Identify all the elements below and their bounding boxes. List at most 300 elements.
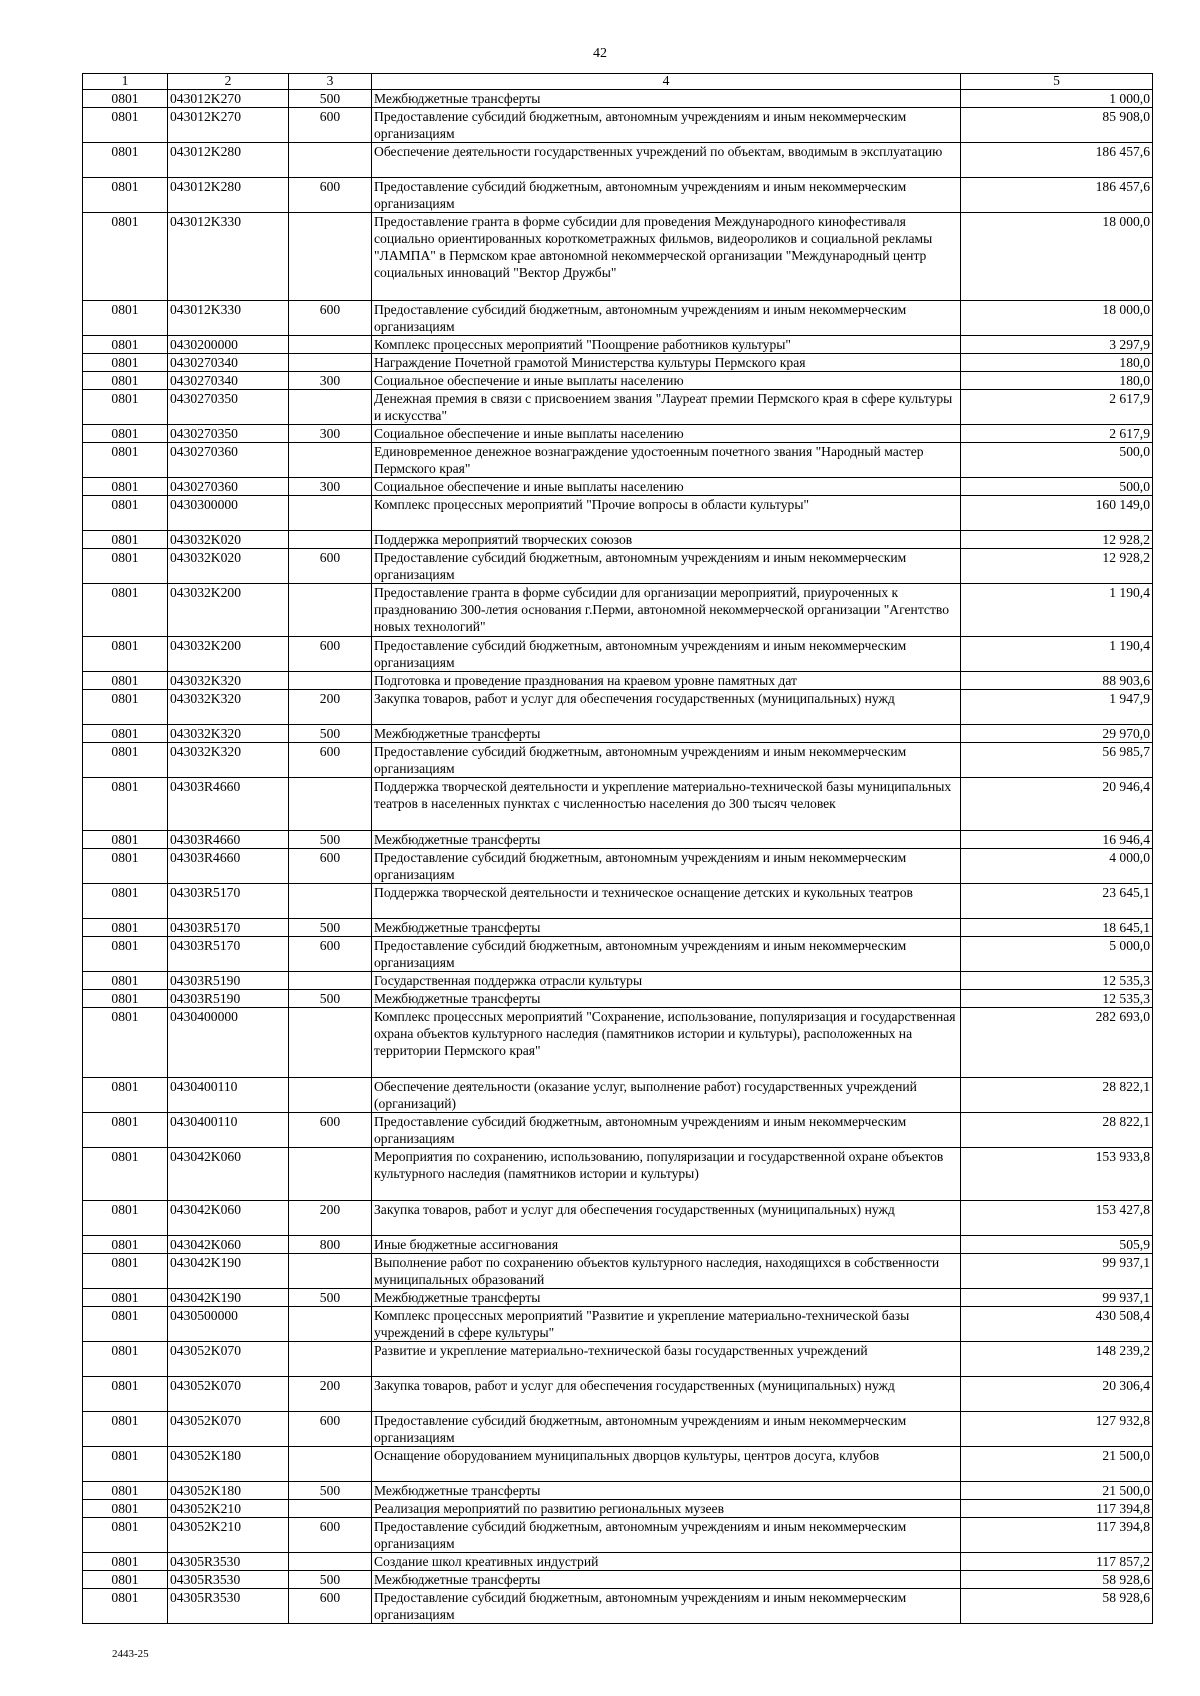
table-row	[83, 354, 1153, 372]
cell-target-code: 04303R5170	[168, 919, 289, 937]
cell-amount: 85 908,0	[961, 108, 1153, 143]
cell-name: Создание школ креативных индустрий	[372, 1553, 961, 1571]
cell-section: 0801	[83, 549, 168, 584]
cell-amount: 500,0	[961, 478, 1153, 496]
cell-expense-type: 500	[289, 1571, 372, 1589]
column-header-name: 4	[372, 74, 961, 90]
cell-name: Предоставление субсидий бюджетным, автономным учреждениям и иным некоммерческим организациям	[372, 1589, 961, 1624]
cell-target-code: 04303R5170	[168, 884, 289, 919]
table-body	[83, 90, 1153, 1624]
cell-name: Межбюджетные трансферты	[372, 725, 961, 743]
cell-expense-type	[289, 884, 372, 919]
cell-expense-type	[289, 1078, 372, 1113]
cell-section: 0801	[83, 725, 168, 743]
cell-expense-type: 500	[289, 1482, 372, 1500]
cell-expense-type: 600	[289, 1518, 372, 1553]
cell-section: 0801	[83, 1412, 168, 1447]
budget-table	[82, 73, 1153, 1624]
cell-target-code: 043052K210	[168, 1518, 289, 1553]
cell-name: Предоставление субсидий бюджетным, автономным учреждениям и иным некоммерческим организациям	[372, 1518, 961, 1553]
cell-expense-type	[289, 972, 372, 990]
cell-section: 0801	[83, 478, 168, 496]
cell-target-code: 04303R5190	[168, 972, 289, 990]
cell-amount: 28 822,1	[961, 1113, 1153, 1148]
cell-expense-type	[289, 354, 372, 372]
table-row	[83, 849, 1153, 884]
cell-amount: 117 394,8	[961, 1518, 1153, 1553]
cell-amount: 20 306,4	[961, 1377, 1153, 1412]
table-row	[83, 1571, 1153, 1589]
cell-target-code: 0430270350	[168, 425, 289, 443]
cell-section: 0801	[83, 1377, 168, 1412]
table-row	[83, 1078, 1153, 1113]
cell-target-code: 043012K270	[168, 108, 289, 143]
cell-name: Подготовка и проведение празднования на краевом уровне памятных дат	[372, 672, 961, 690]
cell-target-code: 043012K280	[168, 143, 289, 178]
table-row	[83, 301, 1153, 336]
cell-amount: 29 970,0	[961, 725, 1153, 743]
table-row	[83, 1500, 1153, 1518]
cell-amount: 148 239,2	[961, 1342, 1153, 1377]
table-row	[83, 1377, 1153, 1412]
cell-name: Предоставление субсидий бюджетным, автономным учреждениям и иным некоммерческим организациям	[372, 937, 961, 972]
cell-amount: 2 617,9	[961, 425, 1153, 443]
cell-name: Межбюджетные трансферты	[372, 990, 961, 1008]
cell-expense-type	[289, 143, 372, 178]
cell-name: Комплекс процессных мероприятий "Сохранение, использование, популяризация и государственная охрана объектов культурного наследия (памятников истории и культуры), расположенных на территории Пермского края"	[372, 1008, 961, 1078]
cell-amount: 3 297,9	[961, 336, 1153, 354]
cell-target-code: 0430500000	[168, 1307, 289, 1342]
cell-target-code: 0430300000	[168, 496, 289, 531]
cell-amount: 21 500,0	[961, 1447, 1153, 1482]
cell-name: Межбюджетные трансферты	[372, 1571, 961, 1589]
cell-name: Межбюджетные трансферты	[372, 1289, 961, 1307]
cell-amount: 1 947,9	[961, 690, 1153, 725]
cell-target-code: 043042K060	[168, 1201, 289, 1236]
cell-target-code: 043052K210	[168, 1500, 289, 1518]
cell-expense-type	[289, 443, 372, 478]
cell-target-code: 043032K200	[168, 584, 289, 637]
column-header-amount: 5	[961, 74, 1153, 90]
cell-target-code: 043032K200	[168, 637, 289, 672]
column-header-expense-type: 3	[289, 74, 372, 90]
cell-name: Социальное обеспечение и иные выплаты населению	[372, 478, 961, 496]
cell-amount: 58 928,6	[961, 1571, 1153, 1589]
cell-amount: 21 500,0	[961, 1482, 1153, 1500]
cell-expense-type	[289, 531, 372, 549]
cell-section: 0801	[83, 108, 168, 143]
cell-name: Комплекс процессных мероприятий "Поощрение работников культуры"	[372, 336, 961, 354]
cell-target-code: 0430270360	[168, 443, 289, 478]
table-row	[83, 1236, 1153, 1254]
table-row	[83, 1553, 1153, 1571]
cell-expense-type: 600	[289, 1412, 372, 1447]
cell-amount: 12 535,3	[961, 990, 1153, 1008]
cell-expense-type: 600	[289, 743, 372, 778]
cell-expense-type	[289, 778, 372, 831]
table-row	[83, 1447, 1153, 1482]
cell-section: 0801	[83, 884, 168, 919]
cell-expense-type: 500	[289, 1289, 372, 1307]
cell-target-code: 0430200000	[168, 336, 289, 354]
cell-amount: 99 937,1	[961, 1254, 1153, 1289]
table-row	[83, 90, 1153, 108]
table-row	[83, 443, 1153, 478]
cell-expense-type: 600	[289, 1113, 372, 1148]
cell-expense-type: 600	[289, 637, 372, 672]
cell-target-code: 043052K180	[168, 1482, 289, 1500]
cell-name: Предоставление субсидий бюджетным, автономным учреждениям и иным некоммерческим организациям	[372, 301, 961, 336]
cell-amount: 1 190,4	[961, 637, 1153, 672]
cell-expense-type: 500	[289, 90, 372, 108]
cell-expense-type: 600	[289, 301, 372, 336]
table-row	[83, 425, 1153, 443]
cell-expense-type: 600	[289, 108, 372, 143]
table-row	[83, 496, 1153, 531]
cell-expense-type: 600	[289, 549, 372, 584]
cell-target-code: 0430400110	[168, 1113, 289, 1148]
table-row	[83, 1482, 1153, 1500]
cell-section: 0801	[83, 1289, 168, 1307]
cell-target-code: 043042K060	[168, 1236, 289, 1254]
table-row	[83, 336, 1153, 354]
cell-name: Предоставление субсидий бюджетным, автономным учреждениям и иным некоммерческим организациям	[372, 1412, 961, 1447]
cell-name: Награждение Почетной грамотой Министерства культуры Пермского края	[372, 354, 961, 372]
cell-expense-type: 300	[289, 372, 372, 390]
cell-section: 0801	[83, 919, 168, 937]
cell-name: Предоставление субсидий бюджетным, автономным учреждениям и иным некоммерческим организациям	[372, 1113, 961, 1148]
cell-name: Закупка товаров, работ и услуг для обеспечения государственных (муниципальных) нужд	[372, 690, 961, 725]
cell-expense-type	[289, 496, 372, 531]
cell-target-code: 043052K070	[168, 1342, 289, 1377]
cell-amount: 160 149,0	[961, 496, 1153, 531]
cell-expense-type: 300	[289, 425, 372, 443]
table-row	[83, 1254, 1153, 1289]
cell-target-code: 04303R5170	[168, 937, 289, 972]
cell-expense-type	[289, 213, 372, 301]
table-row	[83, 690, 1153, 725]
cell-name: Межбюджетные трансферты	[372, 831, 961, 849]
cell-name: Предоставление субсидий бюджетным, автономным учреждениям и иным некоммерческим организациям	[372, 549, 961, 584]
cell-target-code: 0430270360	[168, 478, 289, 496]
cell-expense-type: 200	[289, 1377, 372, 1412]
cell-expense-type: 800	[289, 1236, 372, 1254]
table-row	[83, 390, 1153, 425]
cell-section: 0801	[83, 1571, 168, 1589]
cell-section: 0801	[83, 336, 168, 354]
cell-section: 0801	[83, 743, 168, 778]
cell-name: Межбюджетные трансферты	[372, 919, 961, 937]
cell-name: Развитие и укрепление материально-технической базы государственных учреждений	[372, 1342, 961, 1377]
cell-section: 0801	[83, 1078, 168, 1113]
cell-expense-type: 500	[289, 990, 372, 1008]
cell-section: 0801	[83, 496, 168, 531]
cell-target-code: 043042K060	[168, 1148, 289, 1201]
cell-section: 0801	[83, 354, 168, 372]
cell-amount: 117 857,2	[961, 1553, 1153, 1571]
cell-expense-type	[289, 336, 372, 354]
cell-target-code: 04303R4660	[168, 849, 289, 884]
cell-amount: 28 822,1	[961, 1078, 1153, 1113]
table-row	[83, 108, 1153, 143]
cell-section: 0801	[83, 637, 168, 672]
cell-section: 0801	[83, 1500, 168, 1518]
table-row	[83, 372, 1153, 390]
cell-name: Поддержка творческой деятельности и укрепление материально-технической базы муниципальных театров в населенных пунктах с численностью населения до 300 тысяч человек	[372, 778, 961, 831]
table-row	[83, 637, 1153, 672]
cell-section: 0801	[83, 1518, 168, 1553]
cell-section: 0801	[83, 531, 168, 549]
cell-amount: 186 457,6	[961, 178, 1153, 213]
cell-expense-type: 600	[289, 1589, 372, 1624]
cell-name: Предоставление субсидий бюджетным, автономным учреждениям и иным некоммерческим организациям	[372, 178, 961, 213]
table-row	[83, 478, 1153, 496]
cell-name: Предоставление субсидий бюджетным, автономным учреждениям и иным некоммерческим организациям	[372, 743, 961, 778]
cell-name: Комплекс процессных мероприятий "Развитие и укрепление материально-технической базы учреждений в сфере культуры"	[372, 1307, 961, 1342]
cell-name: Реализация мероприятий по развитию региональных музеев	[372, 1500, 961, 1518]
cell-amount: 127 932,8	[961, 1412, 1153, 1447]
table-row	[83, 919, 1153, 937]
cell-target-code: 0430400110	[168, 1078, 289, 1113]
cell-amount: 16 946,4	[961, 831, 1153, 849]
cell-section: 0801	[83, 584, 168, 637]
cell-name: Обеспечение деятельности (оказание услуг, выполнение работ) государственных учреждений (организаций)	[372, 1078, 961, 1113]
cell-target-code: 043032K020	[168, 549, 289, 584]
table-row	[83, 1589, 1153, 1624]
cell-section: 0801	[83, 390, 168, 425]
cell-amount: 282 693,0	[961, 1008, 1153, 1078]
cell-name: Межбюджетные трансферты	[372, 90, 961, 108]
table-row	[83, 143, 1153, 178]
cell-amount: 12 928,2	[961, 549, 1153, 584]
cell-amount: 1 190,4	[961, 584, 1153, 637]
cell-target-code: 04303R4660	[168, 778, 289, 831]
table-row	[83, 549, 1153, 584]
cell-name: Социальное обеспечение и иные выплаты населению	[372, 425, 961, 443]
cell-section: 0801	[83, 1447, 168, 1482]
cell-expense-type: 500	[289, 725, 372, 743]
cell-name: Предоставление субсидий бюджетным, автономным учреждениям и иным некоммерческим организациям	[372, 108, 961, 143]
table-row	[83, 937, 1153, 972]
cell-section: 0801	[83, 143, 168, 178]
table-row	[83, 990, 1153, 1008]
cell-amount: 505,9	[961, 1236, 1153, 1254]
cell-section: 0801	[83, 372, 168, 390]
cell-section: 0801	[83, 213, 168, 301]
cell-section: 0801	[83, 1589, 168, 1624]
cell-target-code: 0430270350	[168, 390, 289, 425]
cell-target-code: 04303R4660	[168, 831, 289, 849]
table-row	[83, 1342, 1153, 1377]
cell-target-code: 04303R5190	[168, 990, 289, 1008]
table-row	[83, 1518, 1153, 1553]
footer-document-code: 2443-25	[112, 1648, 149, 1660]
cell-target-code: 0430270340	[168, 354, 289, 372]
cell-section: 0801	[83, 690, 168, 725]
cell-target-code: 043012K280	[168, 178, 289, 213]
cell-amount: 186 457,6	[961, 143, 1153, 178]
cell-name: Предоставление субсидий бюджетным, автономным учреждениям и иным некоммерческим организациям	[372, 849, 961, 884]
cell-section: 0801	[83, 990, 168, 1008]
table-row	[83, 1148, 1153, 1201]
cell-target-code: 043032K320	[168, 725, 289, 743]
cell-amount: 99 937,1	[961, 1289, 1153, 1307]
cell-expense-type	[289, 1342, 372, 1377]
table-row	[83, 178, 1153, 213]
cell-name: Закупка товаров, работ и услуг для обеспечения государственных (муниципальных) нужд	[372, 1201, 961, 1236]
cell-expense-type	[289, 1500, 372, 1518]
cell-name: Предоставление гранта в форме субсидии для организации мероприятий, приуроченных к празднованию 300-летия основания г.Перми, автономной некоммерческой организации "Агентство новых технологий"	[372, 584, 961, 637]
cell-section: 0801	[83, 443, 168, 478]
table-row	[83, 1307, 1153, 1342]
cell-expense-type	[289, 1447, 372, 1482]
cell-target-code: 043012K330	[168, 301, 289, 336]
cell-target-code: 043012K330	[168, 213, 289, 301]
cell-amount: 117 394,8	[961, 1500, 1153, 1518]
cell-section: 0801	[83, 1148, 168, 1201]
cell-amount: 2 617,9	[961, 390, 1153, 425]
header-row	[83, 74, 1153, 90]
column-header-section: 1	[83, 74, 168, 90]
cell-expense-type	[289, 584, 372, 637]
cell-target-code: 0430270340	[168, 372, 289, 390]
cell-amount: 18 000,0	[961, 213, 1153, 301]
cell-expense-type: 600	[289, 937, 372, 972]
cell-expense-type	[289, 390, 372, 425]
cell-target-code: 04305R3530	[168, 1589, 289, 1624]
cell-name: Денежная премия в связи с присвоением звания "Лауреат премии Пермского края в сфере культуры и искусства"	[372, 390, 961, 425]
cell-expense-type: 500	[289, 919, 372, 937]
cell-amount: 12 928,2	[961, 531, 1153, 549]
cell-section: 0801	[83, 972, 168, 990]
cell-name: Предоставление гранта в форме субсидии для проведения Международного кинофестиваля социально ориентированных короткометражных фильмов, видеороликов и социальной рекламы "ЛАМПА" в Пермском крае автономной некоммерческой организации "Международный центр социальных инноваций "Вектор Дружбы"	[372, 213, 961, 301]
cell-target-code: 043052K070	[168, 1377, 289, 1412]
table-row	[83, 1289, 1153, 1307]
cell-section: 0801	[83, 1342, 168, 1377]
cell-section: 0801	[83, 937, 168, 972]
cell-amount: 56 985,7	[961, 743, 1153, 778]
cell-section: 0801	[83, 672, 168, 690]
cell-name: Мероприятия по сохранению, использованию, популяризации и государственной охране объектов культурного наследия (памятников истории и культуры)	[372, 1148, 961, 1201]
cell-name: Комплекс процессных мероприятий "Прочие вопросы в области культуры"	[372, 496, 961, 531]
table-row	[83, 672, 1153, 690]
cell-section: 0801	[83, 831, 168, 849]
cell-amount: 500,0	[961, 443, 1153, 478]
cell-target-code: 043052K180	[168, 1447, 289, 1482]
table-row	[83, 884, 1153, 919]
cell-name: Оснащение оборудованием муниципальных дворцов культуры, центров досуга, клубов	[372, 1447, 961, 1482]
cell-expense-type: 600	[289, 849, 372, 884]
cell-section: 0801	[83, 1254, 168, 1289]
table-row	[83, 743, 1153, 778]
cell-expense-type: 200	[289, 1201, 372, 1236]
cell-section: 0801	[83, 1307, 168, 1342]
cell-amount: 20 946,4	[961, 778, 1153, 831]
column-header-target-code: 2	[168, 74, 289, 90]
cell-target-code: 043042K190	[168, 1254, 289, 1289]
cell-amount: 180,0	[961, 354, 1153, 372]
cell-section: 0801	[83, 1113, 168, 1148]
cell-section: 0801	[83, 1201, 168, 1236]
cell-amount: 58 928,6	[961, 1589, 1153, 1624]
cell-section: 0801	[83, 178, 168, 213]
cell-expense-type: 200	[289, 690, 372, 725]
cell-name: Предоставление субсидий бюджетным, автономным учреждениям и иным некоммерческим организациям	[372, 637, 961, 672]
cell-name: Единовременное денежное вознаграждение удостоенным почетного звания "Народный мастер Пермского края"	[372, 443, 961, 478]
cell-target-code: 04305R3530	[168, 1553, 289, 1571]
cell-name: Выполнение работ по сохранению объектов культурного наследия, находящихся в собственности муниципальных образований	[372, 1254, 961, 1289]
cell-amount: 18 645,1	[961, 919, 1153, 937]
cell-amount: 18 000,0	[961, 301, 1153, 336]
cell-target-code: 043052K070	[168, 1412, 289, 1447]
cell-section: 0801	[83, 1482, 168, 1500]
cell-target-code: 043042K190	[168, 1289, 289, 1307]
cell-expense-type: 300	[289, 478, 372, 496]
cell-expense-type	[289, 1148, 372, 1201]
table-row	[83, 1201, 1153, 1236]
cell-amount: 180,0	[961, 372, 1153, 390]
cell-amount: 153 933,8	[961, 1148, 1153, 1201]
cell-name: Закупка товаров, работ и услуг для обеспечения государственных (муниципальных) нужд	[372, 1377, 961, 1412]
cell-expense-type	[289, 1307, 372, 1342]
cell-expense-type	[289, 1008, 372, 1078]
cell-name: Иные бюджетные ассигнования	[372, 1236, 961, 1254]
cell-name: Государственная поддержка отрасли культуры	[372, 972, 961, 990]
cell-section: 0801	[83, 1553, 168, 1571]
cell-name: Социальное обеспечение и иные выплаты населению	[372, 372, 961, 390]
cell-name: Обеспечение деятельности государственных учреждений по объектам, вводимым в эксплуатацию	[372, 143, 961, 178]
cell-section: 0801	[83, 301, 168, 336]
table-row	[83, 1113, 1153, 1148]
cell-amount: 23 645,1	[961, 884, 1153, 919]
cell-target-code: 043032K320	[168, 743, 289, 778]
table-row	[83, 531, 1153, 549]
page-number: 42	[593, 46, 607, 61]
cell-amount: 1 000,0	[961, 90, 1153, 108]
cell-amount: 88 903,6	[961, 672, 1153, 690]
cell-section: 0801	[83, 425, 168, 443]
table-row	[83, 1008, 1153, 1078]
cell-expense-type: 500	[289, 831, 372, 849]
table-row	[83, 584, 1153, 637]
cell-target-code: 043032K320	[168, 690, 289, 725]
cell-section: 0801	[83, 1008, 168, 1078]
cell-expense-type: 600	[289, 178, 372, 213]
cell-expense-type	[289, 1553, 372, 1571]
cell-target-code: 043032K020	[168, 531, 289, 549]
cell-name: Поддержка мероприятий творческих союзов	[372, 531, 961, 549]
cell-section: 0801	[83, 90, 168, 108]
cell-amount: 12 535,3	[961, 972, 1153, 990]
cell-amount: 4 000,0	[961, 849, 1153, 884]
cell-target-code: 0430400000	[168, 1008, 289, 1078]
cell-amount: 153 427,8	[961, 1201, 1153, 1236]
table-row	[83, 778, 1153, 831]
cell-target-code: 043012K270	[168, 90, 289, 108]
cell-name: Межбюджетные трансферты	[372, 1482, 961, 1500]
cell-section: 0801	[83, 1236, 168, 1254]
table-row	[83, 725, 1153, 743]
table-row	[83, 1412, 1153, 1447]
cell-expense-type	[289, 1254, 372, 1289]
cell-target-code: 04305R3530	[168, 1571, 289, 1589]
cell-target-code: 043032K320	[168, 672, 289, 690]
cell-section: 0801	[83, 778, 168, 831]
cell-amount: 5 000,0	[961, 937, 1153, 972]
cell-name: Поддержка творческой деятельности и техническое оснащение детских и кукольных театров	[372, 884, 961, 919]
table-row	[83, 831, 1153, 849]
cell-expense-type	[289, 672, 372, 690]
